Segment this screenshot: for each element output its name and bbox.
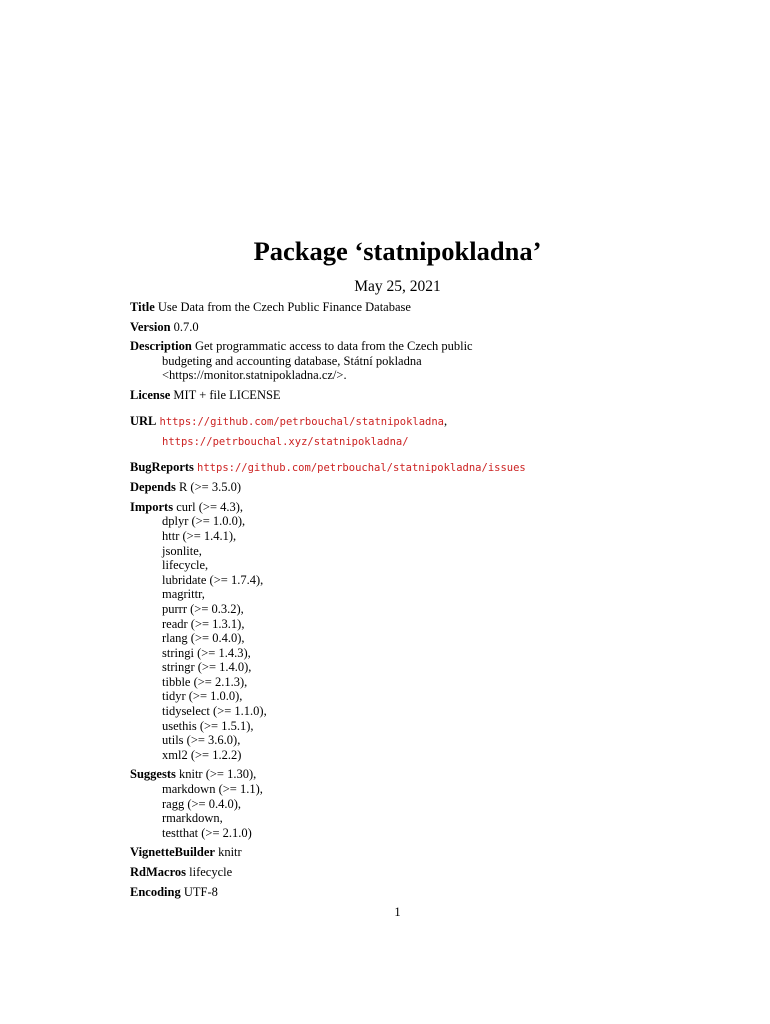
field-encoding — [130, 885, 730, 900]
field-bugreports-label: BugReports — [130, 459, 194, 474]
field-description-line: budgeting and accounting database, Státní pokladna — [162, 353, 422, 368]
import-item: httr (>= 1.4.1), — [162, 528, 237, 543]
field-imports — [130, 500, 730, 763]
field-license-label: License — [130, 387, 171, 402]
bugreports-link[interactable]: https://github.com/petrbouchal/statnipokladna/issues — [197, 461, 526, 474]
import-item: dplyr (>= 1.0.0), — [162, 514, 246, 529]
import-item: magrittr, — [162, 587, 205, 602]
package-title: Package ‘statnipokladna’ — [253, 236, 542, 266]
field-depends — [130, 480, 730, 495]
package-date: May 25, 2021 — [354, 278, 441, 295]
url-link[interactable]: https://petrbouchal.xyz/statnipokladna/ — [162, 435, 409, 448]
import-item: utils (>= 3.6.0), — [162, 733, 241, 748]
field-description — [130, 339, 730, 383]
field-version-value: 0.7.0 — [173, 319, 199, 334]
suggest-item: knitr (>= 1.30), — [178, 767, 257, 782]
field-vignettebuilder — [130, 845, 730, 860]
field-depends-value: R (>= 3.5.0) — [178, 480, 241, 495]
suggest-item: testthat (>= 2.1.0) — [162, 825, 252, 840]
import-item: stringi (>= 1.4.3), — [162, 645, 251, 660]
import-item: readr (>= 1.3.1), — [162, 616, 245, 631]
field-encoding-label: Encoding — [130, 884, 181, 899]
import-item: stringr (>= 1.4.0), — [162, 660, 252, 675]
field-depends-label: Depends — [130, 480, 176, 495]
import-item: xml2 (>= 1.2.2) — [162, 747, 242, 762]
import-item: lubridate (>= 1.7.4), — [162, 572, 264, 587]
suggest-item: markdown (>= 1.1), — [162, 782, 263, 797]
field-rdmacros-value: lifecycle — [189, 865, 233, 879]
field-url-label: URL — [130, 413, 157, 428]
import-item: purrr (>= 0.3.2), — [162, 601, 244, 616]
field-vignettebuilder-label: VignetteBuilder — [130, 845, 215, 860]
field-bugreports — [130, 460, 730, 476]
field-description-line: <https://monitor.statnipokladna.cz/>. — [162, 368, 347, 383]
import-item: tidyr (>= 1.0.0), — [162, 689, 243, 704]
field-vignettebuilder-value: knitr — [218, 845, 242, 860]
field-encoding-value: UTF-8 — [183, 884, 218, 899]
import-item: tidyselect (>= 1.1.0), — [162, 704, 267, 719]
suggest-item: ragg (>= 0.4.0), — [162, 796, 242, 811]
field-description-label: Description — [130, 339, 192, 354]
field-version-label: Version — [130, 319, 171, 334]
field-version — [130, 320, 730, 335]
import-item: rlang (>= 0.4.0), — [162, 631, 245, 646]
field-title — [130, 300, 730, 315]
field-description-line: Get programmatic access to data from the Czech public — [194, 339, 473, 354]
import-item: jsonlite, — [162, 543, 202, 558]
field-title-label: Title — [130, 300, 155, 314]
field-rdmacros-label: RdMacros — [130, 865, 187, 879]
import-item: usethis (>= 1.5.1), — [162, 718, 254, 733]
page-number: 1 — [394, 905, 401, 919]
description-fields — [130, 300, 730, 899]
import-item: curl (>= 4.3), — [176, 499, 244, 514]
field-license — [130, 388, 730, 403]
url-link[interactable]: https://github.com/petrbouchal/statnipokladna — [159, 415, 445, 428]
field-license-value: MIT + file LICENSE — [173, 387, 281, 402]
suggest-item: rmarkdown, — [162, 811, 223, 826]
field-url: URL https://github.com/petrbouchal/statnipokladna, https://petrbouchal.xyz/statnipokladna/ — [130, 413, 448, 448]
field-rdmacros — [130, 865, 730, 880]
field-imports-label: Imports — [130, 499, 174, 514]
field-title-value: Use Data from the Czech Public Finance Database — [157, 300, 411, 314]
field-suggests — [130, 767, 730, 840]
field-suggests-label: Suggests — [130, 767, 176, 782]
import-item: lifecycle, — [162, 558, 209, 573]
import-item: tibble (>= 2.1.3), — [162, 674, 248, 689]
